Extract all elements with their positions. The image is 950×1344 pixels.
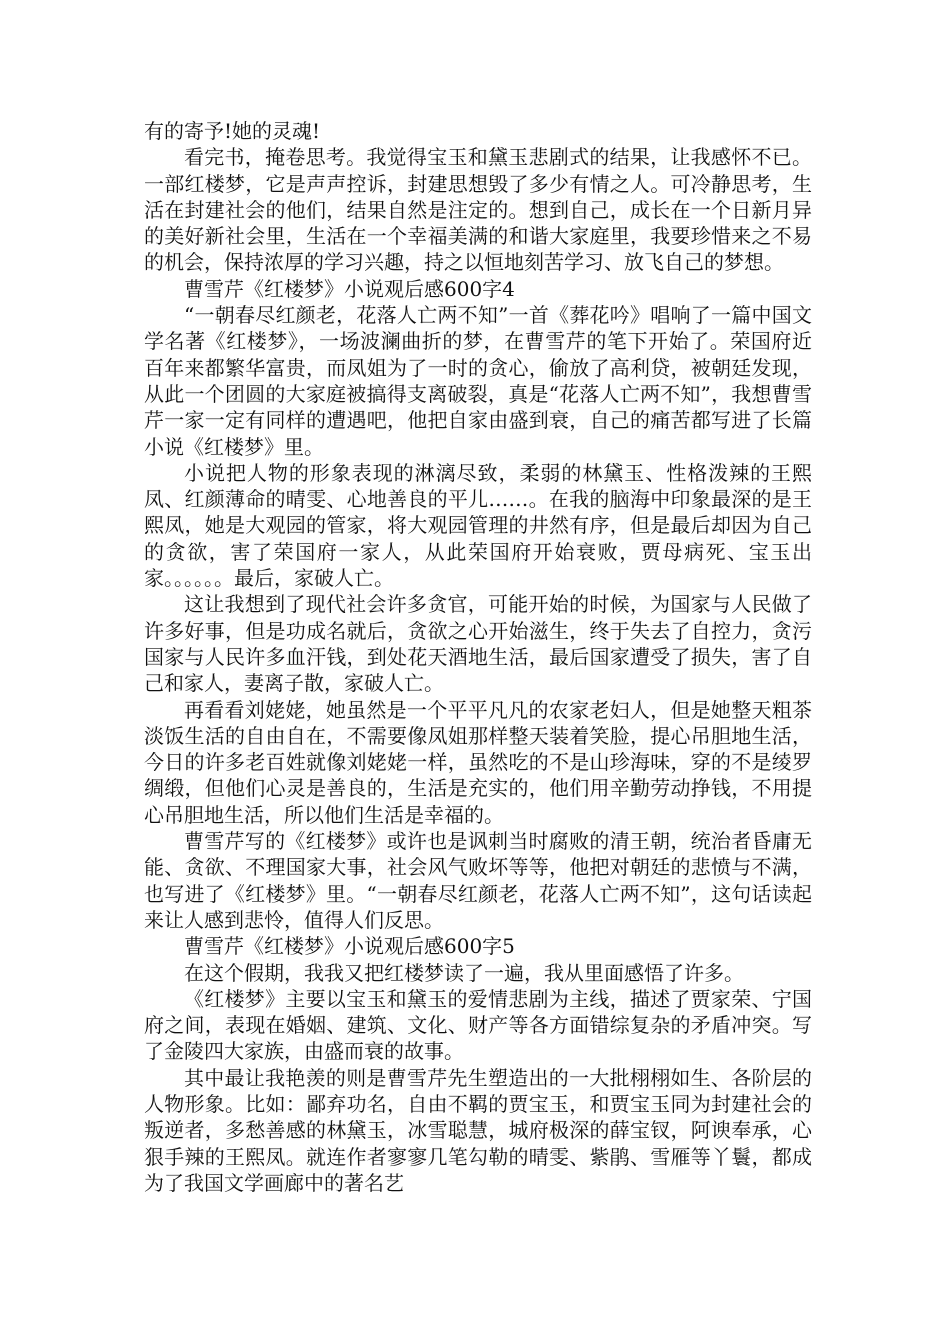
paragraph-holiday: 在这个假期，我我又把红楼梦读了一遍，我从里面感悟了许多。: [184, 960, 744, 985]
paragraph-continuation: 有的寄予!她的灵魂!: [144, 119, 321, 143]
paragraph-portraits: 其中最让我艳羡的则是曹雪芹先生塑造出的一大批栩栩如生、各阶层的人物形象。比如：鄙弃功名，自由不羁的贾宝玉，和贾宝玉同为封建社会的叛逆者，多愁善感的林黛玉，冰雪聪慧，城府极深的薛宝钗，阿谀奉承，心狠手辣的王熙凤。就连作者寥寥几笔勾勒的晴雯、紫鹃、雪雁等丫鬟，都成为了我国文学画廊中的著名艺: [144, 1065, 812, 1195]
paragraph-zanghuayin: “一朝春尽红颜老，花落人亡两不知”一首《葬花吟》唱响了一篇中国文学名著《红楼梦》，一场波澜曲折的梦，在曹雪芹的笔下开始了。荣国府近百年来都繁华富贵，而凤姐为了一时的贪心，偷放了高利贷，被朝廷发现，从此一个团圆的大家庭被搞得支离破裂，真是“花落人亡两不知”，我想曹雪芹一家一定有同样的遭遇吧，他把自家由盛到衰，自己的痛苦都写进了长篇小说《红楼梦》里。: [144, 303, 812, 459]
document-page: [144, 118, 812, 1196]
section-heading-5: 曹雪芹《红楼梦》小说观后感600字5: [184, 934, 515, 959]
paragraph-mainline: 《红楼梦》主要以宝玉和黛玉的爱情悲剧为主线，描述了贾家荣、宁国府之间，表现在婚姻、建筑、文化、财产等各方面错综复杂的矛盾冲突。写了金陵四大家族，由盛而衰的故事。: [144, 986, 812, 1064]
section-heading-4: 曹雪芹《红楼梦》小说观后感600字4: [184, 276, 515, 301]
paragraph-characters: 小说把人物的形象表现的淋漓尽致，柔弱的林黛玉、性格泼辣的王熙凤、红颜薄命的晴雯、心地善良的平儿……。在我的脑海中印象最深的是王熙凤，她是大观园的管家，将大观园管理的井然有序，但是最后却因为自己的贪欲，害了荣国府一家人，从此荣国府开始衰败，贾母病死、宝玉出家。。。。。。最后，家破人亡。: [144, 460, 812, 591]
paragraph-satire: 曹雪芹写的《红楼梦》或许也是讽刺当时腐败的清王朝，统治者昏庸无能、贪欲、不理国家大事，社会风气败坏等等，他把对朝廷的悲愤与不满，也写进了《红楼梦》里。“一朝春尽红颜老，花落人亡两不知”，这句话读起来让人感到悲怜，值得人们反思。: [144, 829, 812, 932]
paragraph-reflection: 看完书，掩卷思考。我觉得宝玉和黛玉悲剧式的结果，让我感怀不已。一部红楼梦，它是声声控诉，封建思想毁了多少有情之人。可冷静思考，生活在封建社会的他们，结果自然是注定的。想到自己，成长在一个日新月异的美好新社会里，生活在一个幸福美满的和谐大家庭里，我要珍惜来之不易的机会，保持浓厚的学习兴趣，持之以恒地刻苦学习、放飞自己的梦想。: [144, 145, 812, 275]
paragraph-liulaolao: 再看看刘姥姥，她虽然是一个平平凡凡的农家老妇人，但是她整天粗茶淡饭生活的自由自在，不需要像凤姐那样整天装着笑脸，提心吊胆地生活，今日的许多老百姓就像刘姥姥一样，虽然吃的不是山珍海味，穿的不是绫罗绸缎，但他们心灵是善良的，生活是充实的，他们用辛勤劳动挣钱，不用提心吊胆地生活，所以他们生活是幸福的。: [144, 697, 812, 827]
paragraph-corruption: 这让我想到了现代社会许多贪官，可能开始的时候，为国家与人民做了许多好事，但是功成名就后，贪欲之心开始滋生，终于失去了自控力，贪污国家与人民许多血汗钱，到处花天酒地生活，最后国家遭受了损失，害了自己和家人，妻离子散，家破人亡。: [144, 592, 812, 696]
